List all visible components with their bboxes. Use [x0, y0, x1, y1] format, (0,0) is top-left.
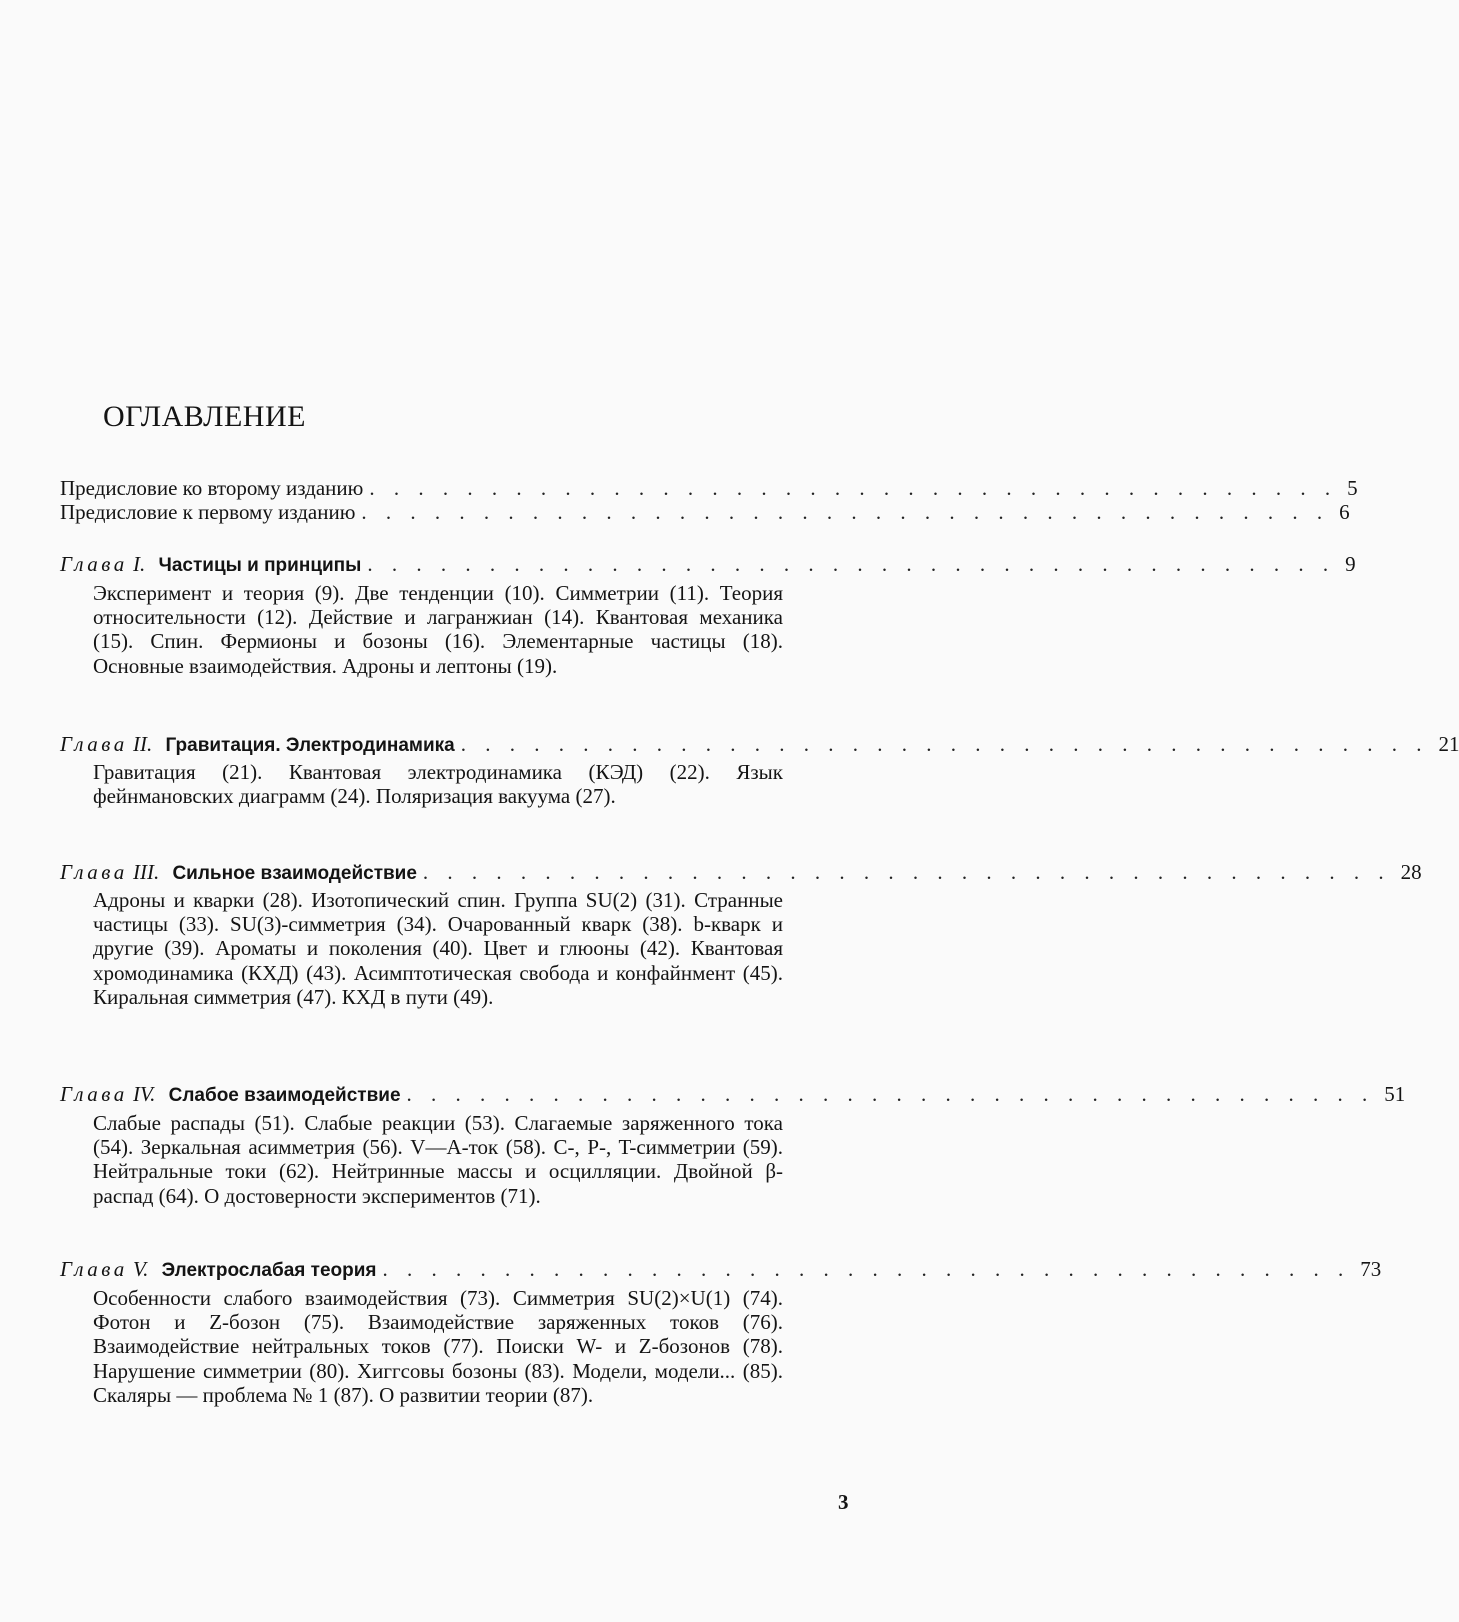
dot-leader: . . . . . . . . . . . . . . . . . . . . . . . . . . . . . . . . . . . . . . . .: [367, 552, 1336, 576]
toc-entry-page: 6: [1339, 500, 1350, 524]
chapter-page: 9: [1345, 552, 1356, 576]
chapter-word: Глава: [60, 1257, 128, 1281]
dot-leader: . . . . . . . . . . . . . . . . . . . . . . . . . . . . . . . . . . . . . . . .: [422, 860, 1391, 884]
chapter-title: Сильное взаимодействие: [172, 863, 417, 884]
chapter-summary: Слабые распады (51). Слабые реакции (53). Слагаемые заряженного тока (54). Зеркальная асимметрия (56). V—A-ток (58). C-, P-, T-симметрии (59). Нейтральные токи (62). Нейтринные массы и осцилляции. Двойной β-распад (64). О достоверности экспериментов (71).: [93, 1111, 783, 1208]
toc-chapter-4[interactable]: [60, 1082, 1406, 1108]
dot-leader: . . . . . . . . . . . . . . . . . . . . . . . . . . . . . . . . . . . . . . . .: [369, 476, 1338, 500]
toc-entry-page: 5: [1347, 476, 1358, 500]
chapter-number: II.: [132, 732, 153, 756]
chapter-summary: Эксперимент и теория (9). Две тенденции (10). Симметрии (11). Теория относительности (12). Действие и лагранжиан (14). Квантовая механика (15). Спин. Фермионы и бозоны (16). Элементарные частицы (18). Основные взаимодействия. Адроны и лептоны (19).: [93, 581, 783, 678]
chapter-page: 51: [1384, 1082, 1406, 1106]
chapter-page: 28: [1400, 860, 1422, 884]
chapter-word: Глава: [60, 860, 128, 884]
chapter-word: Глава: [60, 1082, 128, 1106]
chapter-title: Частицы и принципы: [158, 555, 362, 576]
chapter-summary: Адроны и кварки (28). Изотопический спин. Группа SU(2) (31). Странные частицы (33). SU(3)-симметрия (34). Очарованный кварк (38). b-кварк и другие (39). Ароматы и поколения (40). Цвет и глюоны (42). Квантовая хромодинамика (КХД) (43). Асимптотическая свобода и конфайнмент (45). Киральная симметрия (47). КХД в пути (49).: [93, 888, 783, 1009]
chapter-title: Электрослабая теория: [161, 1260, 377, 1281]
chapter-page: 73: [1360, 1257, 1382, 1281]
page-title: ОГЛАВЛЕНИЕ: [103, 400, 306, 433]
page-number: 3: [838, 1490, 849, 1514]
chapter-number: V.: [132, 1257, 149, 1281]
chapter-number: IV.: [132, 1082, 156, 1106]
toc-chapter-3[interactable]: [60, 860, 1422, 886]
dot-leader: . . . . . . . . . . . . . . . . . . . . . . . . . . . . . . . . . . . . . . . .: [406, 1082, 1375, 1106]
chapter-title: Гравитация. Электродинамика: [165, 735, 455, 756]
chapter-number: III.: [132, 860, 160, 884]
chapter-word: Глава: [60, 552, 128, 576]
chapter-word: Глава: [60, 732, 128, 756]
toc-entry-label: Предисловие к первому изданию: [60, 500, 356, 524]
dot-leader: . . . . . . . . . . . . . . . . . . . . . . . . . . . . . . . . . . . . . . . .: [361, 500, 1330, 524]
dot-leader: . . . . . . . . . . . . . . . . . . . . . . . . . . . . . . . . . . . . . . . .: [382, 1257, 1351, 1281]
toc-chapter-2[interactable]: [60, 732, 1459, 758]
toc-chapter-1[interactable]: [60, 552, 1356, 578]
chapter-number: I.: [132, 552, 146, 576]
chapter-page: 21: [1438, 732, 1459, 756]
chapter-title: Слабое взаимодействие: [168, 1085, 401, 1106]
toc-chapter-5[interactable]: [60, 1257, 1382, 1283]
chapter-summary: Особенности слабого взаимодействия (73). Симметрия SU(2)×U(1) (74). Фотон и Z-бозон (75). Взаимодействие заряженных токов (76). Взаимодействие нейтральных токов (77). Поиски W- и Z-бозонов (78). Нарушение симметрии (80). Хиггсовы бозоны (83). Модели, модели... (85). Скаляры — проблема № 1 (87). О развитии теории (87).: [93, 1286, 783, 1407]
dot-leader: . . . . . . . . . . . . . . . . . . . . . . . . . . . . . . . . . . . . . . . .: [460, 732, 1429, 756]
chapter-summary: Гравитация (21). Квантовая электродинамика (КЭД) (22). Язык фейнмановских диаграмм (24). Поляризация вакуума (27).: [93, 760, 783, 809]
toc-entry-preface-second[interactable]: [60, 476, 1358, 500]
toc-entry-label: Предисловие ко второму изданию: [60, 476, 364, 500]
toc-entry-preface-first[interactable]: [60, 500, 1350, 524]
